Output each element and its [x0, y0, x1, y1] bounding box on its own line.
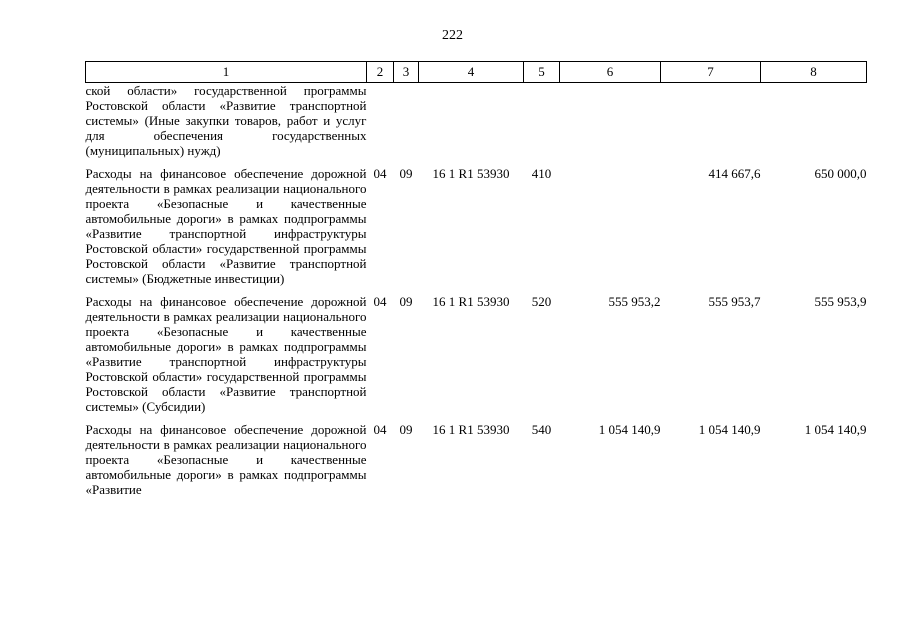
column-header-6: 6	[560, 62, 661, 83]
header-row	[86, 62, 867, 83]
row-amount-6	[560, 158, 661, 286]
column-header-7: 7	[661, 62, 761, 83]
row-amount-6: 1 054 140,9	[598, 422, 661, 437]
table-row	[86, 286, 867, 414]
row-description: ской области» государственной программы Ростовской области «Развитие транспортной системы» (Иные закупки товаров, работ и услуг для обеспечения государственных (муниципальных) нужд)	[85, 83, 367, 158]
page-number: 222	[442, 28, 463, 43]
budget-table	[85, 61, 867, 497]
row-section	[367, 83, 394, 159]
row-amount-6	[560, 83, 661, 159]
row-subsection: 09	[399, 166, 413, 181]
row-target-code: 16 1 R1 53930	[432, 166, 510, 181]
row-section: 04	[373, 422, 387, 437]
column-header-2: 2	[367, 62, 394, 83]
row-subsection	[394, 83, 419, 159]
column-header-3: 3	[394, 62, 419, 83]
row-amount-7: 555 953,7	[708, 294, 761, 309]
row-subsection: 09	[399, 294, 413, 309]
row-description: Расходы на финансовое обеспечение дорожной деятельности в рамках реализации национального проекта «Безопасные и качественные автомобильные дороги» в рамках подпрограммы «Развитие транспортной инфраструктуры Ростовской области» государственной программы Ростовской области «Развитие транспортной системы» (Бюджетные инвестиции)	[85, 166, 367, 286]
row-target-code: 16 1 R1 53930	[432, 294, 510, 309]
row-amount-7	[661, 83, 761, 159]
table-row	[86, 83, 867, 159]
row-target-code	[419, 83, 524, 159]
row-section: 04	[373, 166, 387, 181]
row-amount-7: 414 667,6	[708, 166, 761, 181]
row-amount-8: 555 953,9	[814, 294, 867, 309]
row-subsection: 09	[399, 422, 413, 437]
row-amount-7: 1 054 140,9	[698, 422, 761, 437]
column-header-4: 4	[419, 62, 524, 83]
table-row	[86, 158, 867, 286]
row-expense-type: 410	[531, 166, 552, 181]
row-expense-type	[524, 83, 560, 159]
table-row	[86, 414, 867, 497]
row-amount-8	[761, 83, 867, 159]
row-amount-8: 650 000,0	[814, 166, 867, 181]
column-header-8: 8	[761, 62, 867, 83]
column-header-1: 1	[86, 62, 367, 83]
row-target-code: 16 1 R1 53930	[432, 422, 510, 437]
row-expense-type: 520	[531, 294, 552, 309]
row-expense-type: 540	[531, 422, 552, 437]
row-amount-8: 1 054 140,9	[804, 422, 867, 437]
column-header-5: 5	[524, 62, 560, 83]
row-section: 04	[373, 294, 387, 309]
row-amount-6: 555 953,2	[608, 294, 661, 309]
row-description: Расходы на финансовое обеспечение дорожной деятельности в рамках реализации национального проекта «Безопасные и качественные автомобильные дороги» в рамках подпрограммы «Развитие	[85, 422, 367, 497]
row-description: Расходы на финансовое обеспечение дорожной деятельности в рамках реализации национального проекта «Безопасные и качественные автомобильные дороги» в рамках подпрограммы «Развитие транспортной инфраструктуры Ростовской области» государственной программы Ростовской области «Развитие транспортной системы» (Субсидии)	[85, 294, 367, 414]
